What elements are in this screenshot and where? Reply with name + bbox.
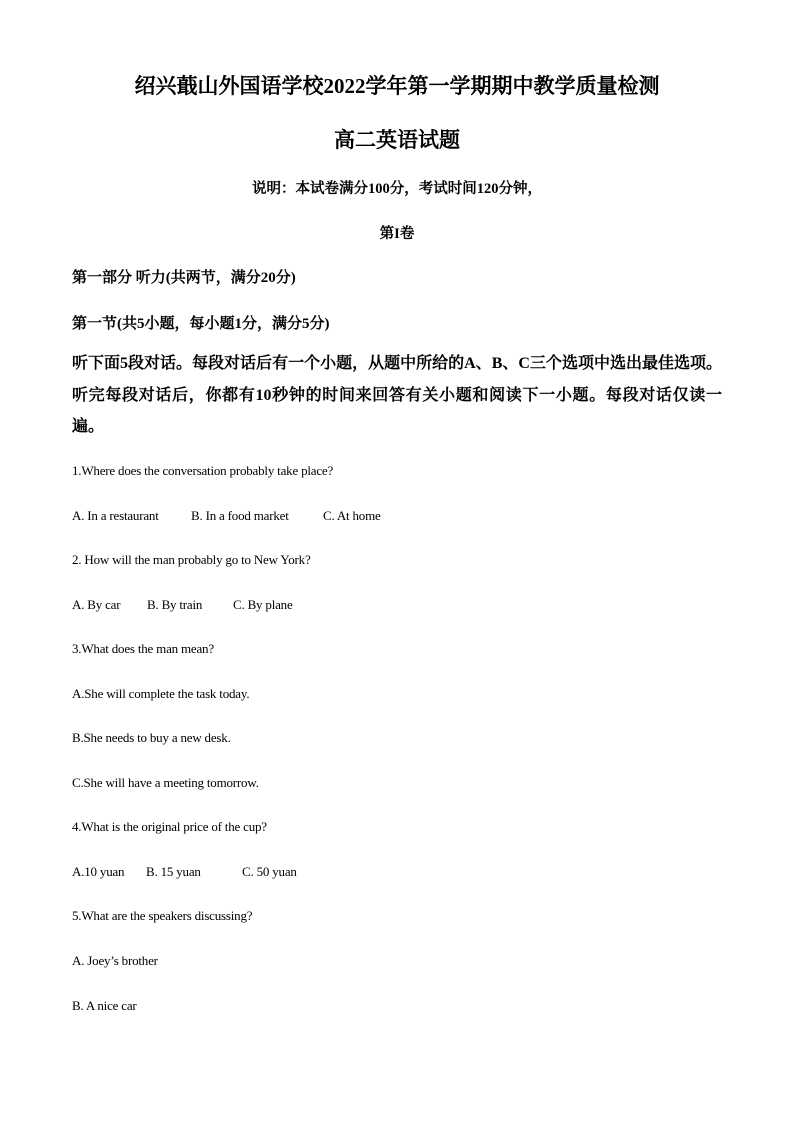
volume-label: 第I卷 [379,226,415,242]
option-b: B.She needs to buy a new desk. [72,730,231,745]
option-c: C. By plane [233,597,293,612]
question-stem: 5.What are the speakers discussing? [72,908,253,923]
option-c: C. 50 yuan [242,864,297,879]
option-c: C. At home [323,508,381,523]
question-options [72,864,297,880]
question-stem: 1.Where does the conversation probably take place? [72,463,334,478]
exam-note: 说明：本试卷满分100分，考试时间120分钟， [252,181,542,197]
option-b: B. In a food market [191,508,289,523]
option-a: A.10 yuan [72,864,125,879]
option-a: A.She will complete the task today. [72,686,250,701]
question-options [72,508,381,524]
option-a: A. By car [72,597,121,612]
part-heading: 第一部分 听力(共两节，满分20分) [72,270,296,286]
question-stem: 2. How will the man probably go to New York? [72,552,311,567]
option-c: C.She will have a meeting tomorrow. [72,775,259,790]
option-b: B. A nice car [72,998,137,1013]
option-a: A. In a restaurant [72,508,159,523]
question-stem: 4.What is the original price of the cup? [72,819,267,834]
listening-instructions: 听下面5段对话。每段对话后有一个小题，从题中所给的A、B、C三个选项中选出最佳选项。听完每段对话后，你都有10秒钟的时间来回答有关小题和阅读下一小题。每段对话仅读一遍。 [72,355,722,435]
question-stem: 3.What does the man mean? [72,641,214,656]
exam-subtitle: 高二英语试题 [334,128,460,152]
option-a: A. Joey’s brother [72,953,158,968]
option-b: B. By train [147,597,203,612]
question-options [72,597,293,613]
subsection-heading: 第一节(共5小题，每小题1分，满分5分) [72,316,330,332]
exam-title: 绍兴蕺山外国语学校2022学年第一学期期中教学质量检测 [134,74,660,98]
option-b: B. 15 yuan [146,864,201,879]
